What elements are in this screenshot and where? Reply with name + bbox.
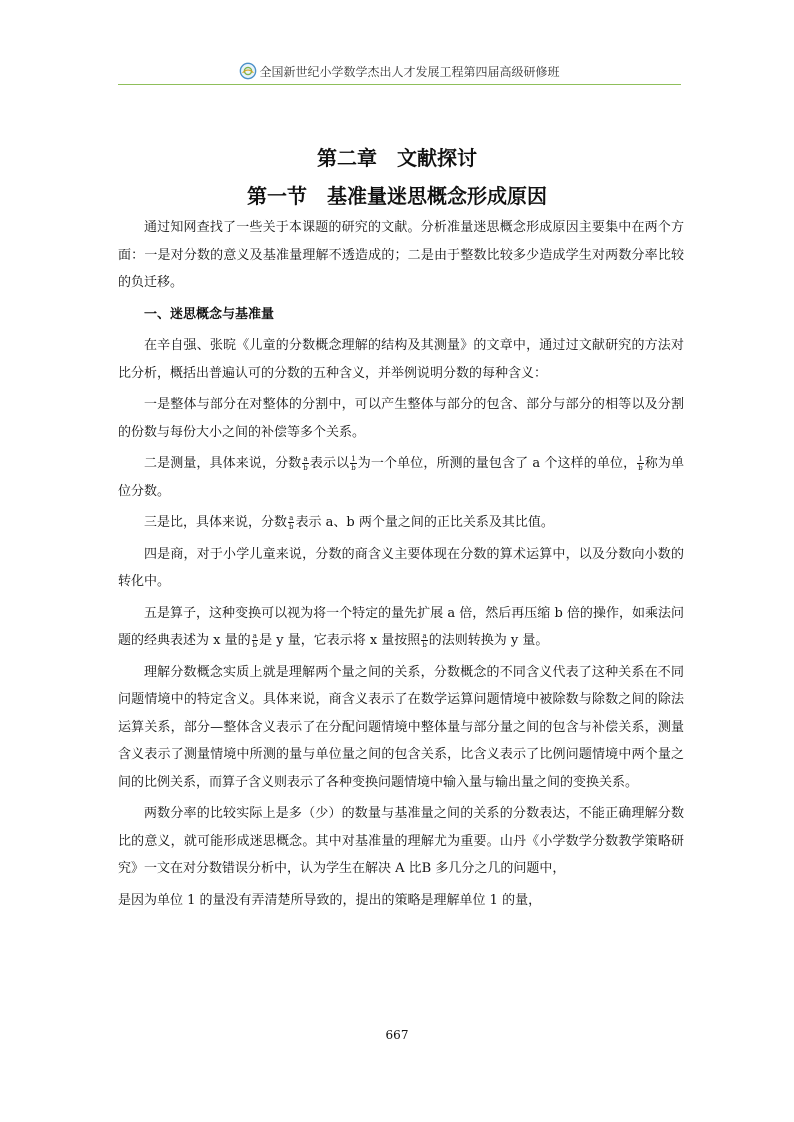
fraction-a-over-b: $\frac{a}{b}$: [252, 632, 258, 649]
fraction-a-over-b: $\frac{a}{b}$: [303, 455, 308, 472]
paragraph: 一是整体与部分在对整体的分割中，可以产生整体与部分的包含、部分与部分的相等以及分割的份数与每份大小之间的补偿等多个关系。: [118, 397, 684, 440]
paragraph: 是因为单位 1 的量没有弄清楚所导致的，提出的策略是理解单位 1 的量，: [118, 892, 542, 908]
paragraph: 通过知网查找了一些关于本课题的研究的文献。分析准量迷思概念形成原因主要集中在两个方面：一是对分数的意义及基准量理解不透造成的；二是由于整数比较多少造成学生对两数分率比较的负迁移。: [118, 220, 684, 290]
fraction-a-over-b: $\frac{a}{b}$: [422, 632, 427, 649]
subheading: 一、迷思概念与基准量: [144, 306, 275, 322]
chapter-title: 第二章 文献探讨: [317, 146, 477, 170]
paragraph-ratio: 三是比，具体来说，分数 $\frac{a}{b}$ 表示 a、b 两个量之间的正比关系及其比值。: [144, 514, 554, 531]
paragraph: 理解分数概念实质上就是理解两个量之间的关系，分数概念的不同含义代表了这种关系在不同问题情境中的特定含义。具体来说，商含义表示了在数学运算问题情境中被除数与除数之间的除法运算关系，部分—整体含义表示了在分配问题情境中整体量与部分量之间的包含与补偿关系，测量含义表示了测量情境中所测的量与单位量之间的包含关系，比含义表示了比例问题情境中两个量之间的比例关系，而算子含义则表示了各种变换问题情境中输入量与输出量之间的变换关系。: [118, 664, 684, 790]
paragraph: 四是商，对于小学儿童来说，分数的商含义主要体现在分数的算术运算中，以及分数向小数的转化中。: [118, 546, 684, 589]
page-header: [118, 58, 681, 85]
paragraph-operator: 五是算子，这种变换可以视为将一个特定的量先扩展 a 倍，然后再压缩 b 倍的操作，如乘法问题的经典表述为 x 量的 $\frac{a}{b}$ 是 y 量，它表示将 x 量按照 $\frac{a}{b}$ 的法则转换为 y 量。: [118, 605, 684, 649]
header-text: 全国新世纪小学数学杰出人才发展工程第四届高级研修班: [259, 64, 560, 79]
logo-icon: [239, 62, 257, 80]
page-number: 667: [385, 1028, 409, 1042]
fraction-a-over-b: $\frac{a}{b}$: [289, 514, 294, 531]
paragraph: 在辛自强、张晥《儿童的分数概念理解的结构及其测量》的文章中，通过过文献研究的方法对比分析，概括出普遍认可的分数的五种含义，并举例说明分数的每种含义：: [118, 338, 684, 381]
section-title: 第一节 基准量迷思概念形成原因: [247, 184, 547, 208]
body-text: [118, 214, 684, 918]
paragraph-measurement: 二是测量，具体来说，分数 $\frac{a}{b}$ 表示以 $\frac{1}{b}$ 为一个单位，所测的量包含了 a 个这样的单位， $\frac{1}{b}$ 称为单位分数。: [118, 455, 684, 499]
paragraph: 两数分率的比较实际上是多（少）的数量与基准量之间的关系的分数表达，不能正确理解分数比的意义，就可能形成迷思概念。其中对基准量的理解尤为重要。山丹《小学数学分数教学策略研究》一文在对分数错误分析中，认为学生在解决 A 比B 多几分之几的问题中，: [118, 806, 684, 876]
fraction-1-over-b: $\frac{1}{b}$: [351, 455, 356, 472]
fraction-1-over-b: $\frac{1}{b}$: [638, 455, 643, 472]
